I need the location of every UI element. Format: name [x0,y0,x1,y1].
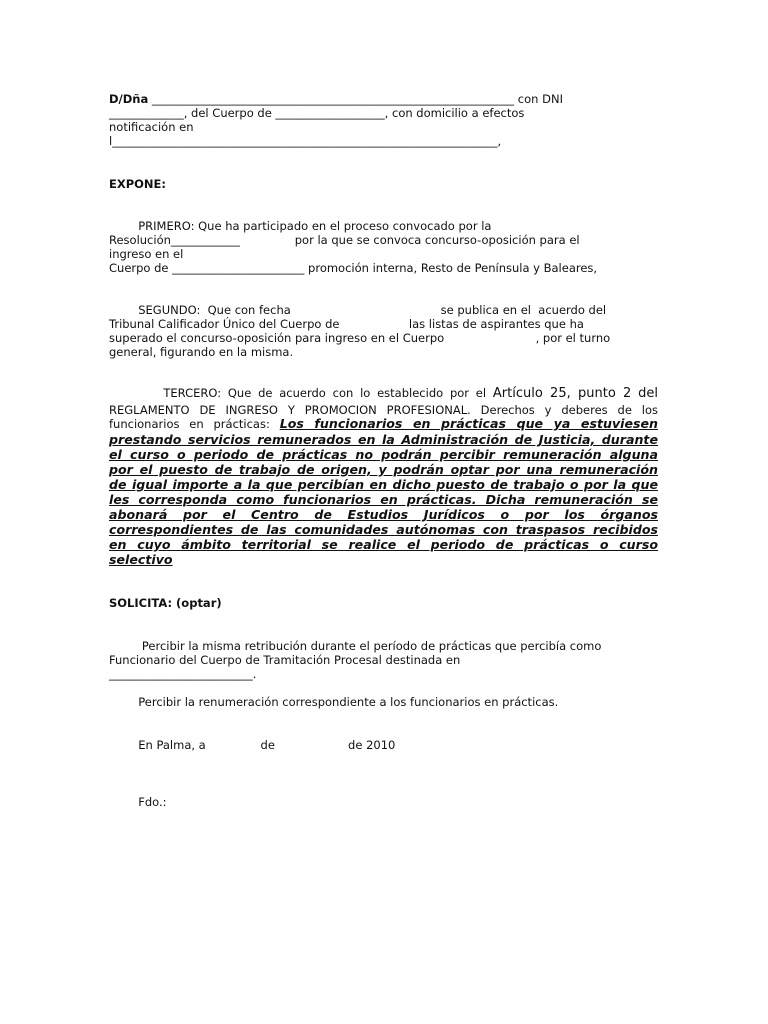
quoted-regulation-line: abonará por el Centro de Estudios Jurídicos o por los órganos [109,507,658,522]
tercero-line-1 [109,386,658,401]
primero-line-1: PRIMERO: Que ha participado en el proceso convocado por la [109,219,492,233]
notification-address-field: l___________________________________________________________________, [109,134,502,148]
option-1-line-2: Funcionario del Cuerpo de Tramitación Procesal destinada en [109,653,461,667]
applicant-label: D/Dña [109,92,149,106]
quoted-regulation-line: correspondientes de las comunidades autónomas con traspasos recibidos [109,522,658,537]
quoted-regulation-line: prestando servicios remunerados en la Administración de Justicia, durante [109,432,658,447]
expone-heading: EXPONE: [109,177,167,191]
applicant-line [109,92,563,106]
primero-line-2: Resolución____________ por la que se convoca concurso-oposición para el [109,233,580,247]
corps-domicile-line: _____________, del Cuerpo de ___________________, con domicilio a efectos [109,106,525,120]
applicant-name-dni-field: _______________________________________________________________ con DNI [148,92,563,106]
solicita-heading: SOLICITA: (optar) [109,596,222,610]
article-reference-suffix: del [638,386,658,401]
option-1-destination-field: _________________________. [109,667,257,681]
signature-line: Fdo.: [109,795,167,809]
quoted-regulation-line: por el puesto de trabajo de origen, y podrán optar por una remuneración [109,462,658,477]
tercero-lead: funcionarios en prácticas: [109,417,270,431]
tercero-intro: TERCERO: Que de acuerdo con lo establecido por el [109,386,487,400]
quoted-regulation-line: en cuyo ámbito territorial se realice el periodo de prácticas o curso [109,537,658,552]
quoted-regulation-line: el curso o periodo de prácticas no podrán percibir remuneración alguna [109,447,658,462]
date-line: En Palma, a de de 2010 [109,738,396,752]
segundo-line-4: general, figurando en la misma. [109,345,294,359]
option-1-line-1: Percibir la misma retribución durante el período de prácticas que percibía como [109,639,602,653]
quoted-regulation-line: les corresponda como funcionarios en prácticas. Dicha remuneración se [109,492,658,507]
notification-label: notificación en [109,120,194,134]
quoted-regulation-start: Los funcionarios en prácticas que ya estuviesen [279,416,659,431]
segundo-line-3: superado el concurso-oposición para ingreso en el Cuerpo , por el turno [109,331,611,345]
quoted-regulation-line: selectivo [109,552,173,567]
quoted-regulation-line: de igual importe a la que percibían en dicho puesto de trabajo o por la que [109,477,658,492]
segundo-line-1: SEGUNDO: Que con fecha se publica en el acuerdo del [109,303,607,317]
segundo-line-2: Tribunal Calificador Único del Cuerpo de las listas de aspirantes que ha [109,317,584,331]
article-reference: Artículo 25, punto 2 [492,386,632,401]
tercero-line-3 [109,417,658,431]
primero-line-3: ingreso en el [109,247,184,261]
primero-line-4: Cuerpo de _______________________ promoción interna, Resto de Península y Baleares, [109,261,598,275]
tercero-line-2: REGLAMENTO DE INGRESO Y PROMOCION PROFESIONAL. Derechos y deberes de los [109,403,658,417]
option-2-text: Percibir la renumeración correspondiente a los funcionarios en prácticas. [109,695,559,709]
